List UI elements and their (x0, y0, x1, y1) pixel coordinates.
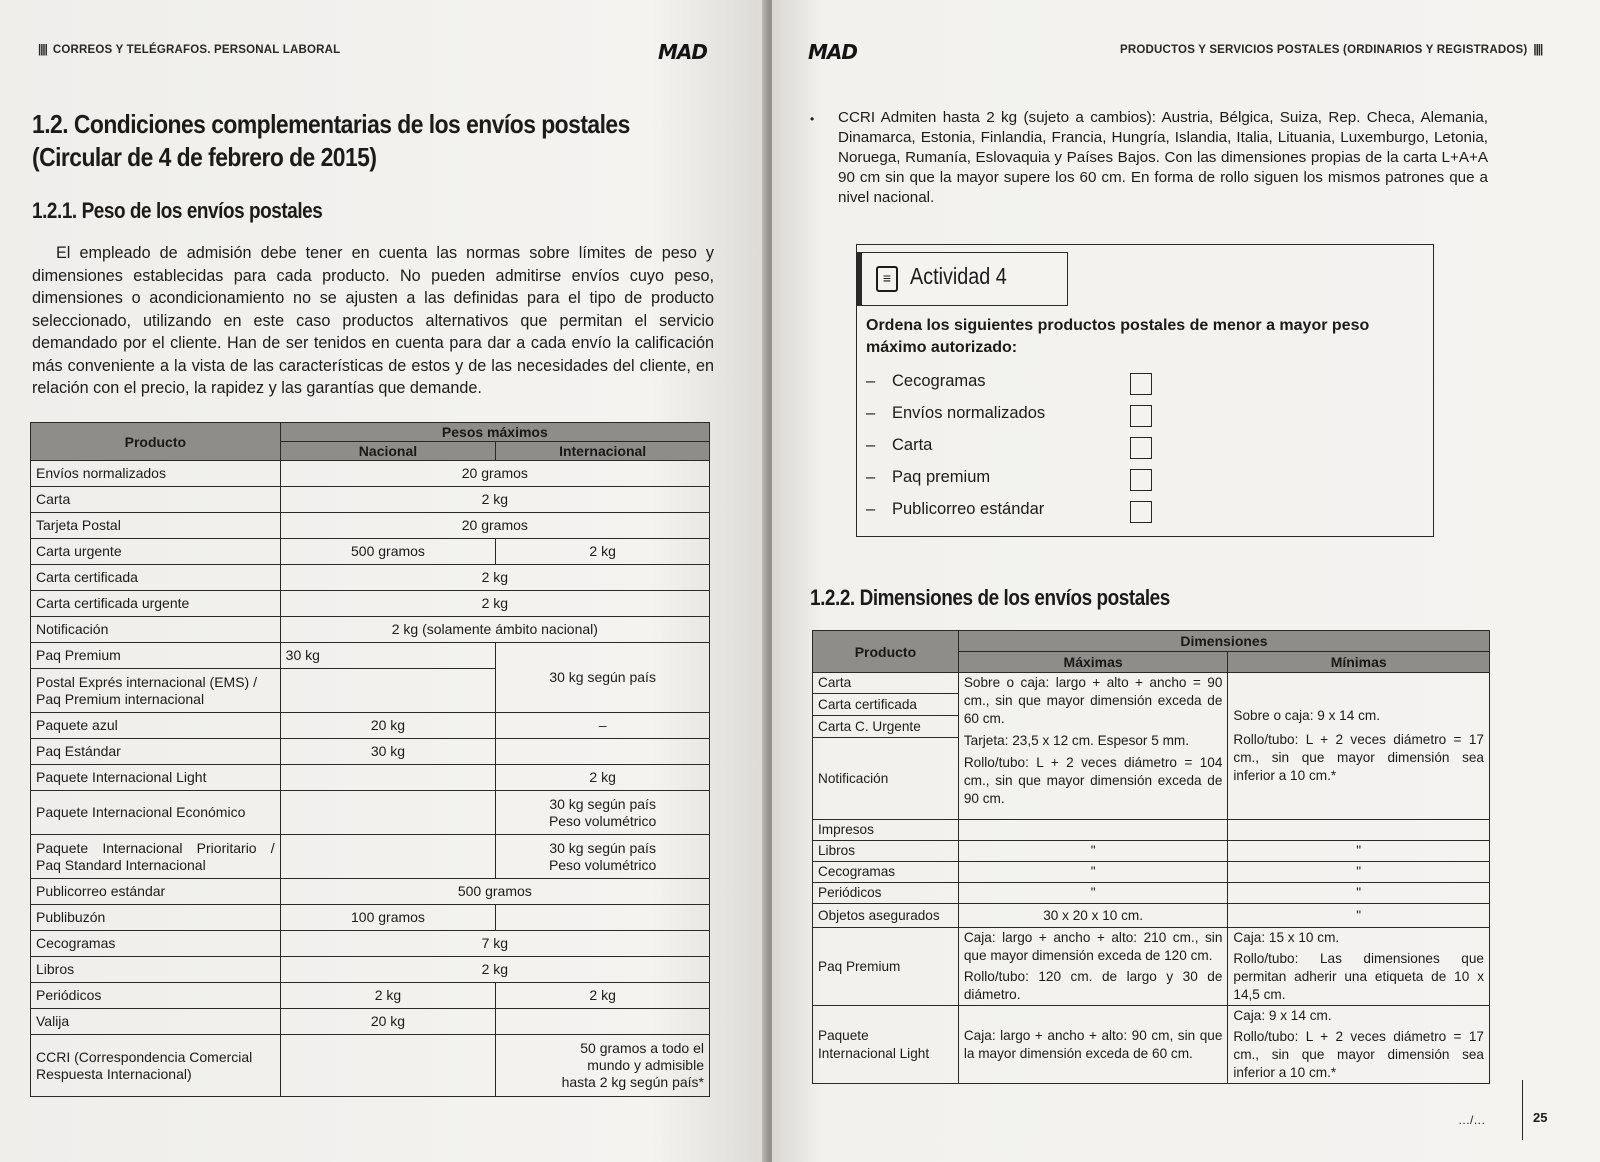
cell-maximas: " (958, 883, 1228, 904)
table-row (31, 591, 710, 617)
cell-producto: Notificación (31, 617, 281, 643)
cell-producto: Paq Estándar (31, 739, 281, 765)
running-header-left: |||| CORREOS Y TELÉGRAFOS. PERSONAL LABORAL (38, 44, 341, 56)
cell-minimas: " (1228, 883, 1490, 904)
table-row (813, 673, 1490, 694)
cell-nacional: 100 gramos (280, 905, 496, 931)
cell-producto: Paquete Internacional Light (813, 1006, 959, 1084)
header-bars-decoration: |||| (1533, 44, 1543, 56)
cell-maximas: Caja: largo + ancho + alto: 210 cm., sin que mayor dimensión exceda de 120 cm. Rollo/tubo: 120 cm. de largo y 30 de diámetro. (958, 928, 1228, 1006)
cell-maximas: " (958, 841, 1228, 862)
cell-producto: Paq Premium (813, 928, 959, 1006)
cell-internacional: 30 kg según país (496, 643, 710, 713)
cell-internacional: 2 kg (496, 765, 710, 791)
col-header-internacional: Internacional (496, 442, 710, 461)
cell-nacional (280, 765, 496, 791)
cell-maximas: Sobre o caja: largo + alto + ancho = 90 cm., sin que mayor dimensión exceda de 60 cm. Tarjeta: 23,5 x 12 cm. Espesor 5 mm. Rollo/tubo: L + 2 veces diámetro = 104 cm., sin que mayor dimensión exceda de 90 cm. (958, 673, 1228, 820)
answer-checkbox[interactable] (1130, 501, 1152, 523)
cell-producto: Carta (31, 487, 281, 513)
activity-title: Actividad 4 (910, 263, 1007, 289)
cell-producto: Paquete Internacional Prioritario / Paq Standard Internacional (31, 835, 281, 879)
cell-producto: Carta (813, 673, 959, 694)
subsection-title-weights: 1.2.1. Peso de los envíos postales (32, 198, 323, 223)
cell-peso: 20 gramos (280, 513, 709, 539)
cell-nacional (280, 669, 496, 713)
cell-nacional: 500 gramos (280, 539, 496, 565)
table-row (31, 617, 710, 643)
dimensions-table (812, 630, 1490, 1084)
table-row (31, 931, 710, 957)
cell-producto: Carta urgente (31, 539, 281, 565)
cell-peso: 2 kg (280, 957, 709, 983)
col-header-nacional: Nacional (280, 442, 496, 461)
cell-maximas (958, 820, 1228, 841)
table-row (31, 879, 710, 905)
cell-producto: Publibuzón (31, 905, 281, 931)
cell-internacional: 2 kg (496, 539, 710, 565)
left-page (0, 0, 768, 1162)
cell-peso: 7 kg (280, 931, 709, 957)
col-header-maximas: Máximas (958, 652, 1228, 673)
cell-minimas: Caja: 9 x 14 cm. Rollo/tubo: L + 2 veces diámetro = 17 cm., sin que mayor dimensión sea inferior a 10 cm.* (1228, 1006, 1490, 1084)
table-row (31, 487, 710, 513)
running-header-right: PRODUCTOS Y SERVICIOS POSTALES (ORDINARIOS Y REGISTRADOS) |||| (1120, 44, 1543, 56)
cell-minimas: Caja: 15 x 10 cm. Rollo/tubo: Las dimensiones que permitan adherir una etiqueta de 10 x 14,5 cm. (1228, 928, 1490, 1006)
cell-peso: 2 kg (solamente ámbito nacional) (280, 617, 709, 643)
cell-nacional: 30 kg (280, 739, 496, 765)
section-title: 1.2. Condiciones complementarias de los envíos postales (Circular de 4 de febrero de 2015) (32, 109, 630, 172)
cell-internacional (496, 905, 710, 931)
cell-producto: Notificación (813, 738, 959, 820)
cell-minimas: Sobre o caja: 9 x 14 cm. Rollo/tubo: L + 2 veces diámetro = 17 cm., sin que mayor dimensión sea inferior a 10 cm.* (1228, 673, 1490, 820)
subsection-title-dimensions: 1.2.2. Dimensiones de los envíos postales (810, 585, 1170, 610)
col-header-producto: Producto (813, 631, 959, 673)
cell-internacional (496, 739, 710, 765)
cell-producto: Periódicos (813, 883, 959, 904)
table-row (813, 904, 1490, 928)
activity-list (866, 372, 1166, 532)
page-number: 25 (1533, 1110, 1548, 1125)
table-row (31, 513, 710, 539)
cell-nacional (280, 835, 496, 879)
table-row (813, 928, 1490, 1006)
cell-producto: Envíos normalizados (31, 461, 281, 487)
bullet-icon: • (810, 112, 815, 126)
table-row (31, 539, 710, 565)
table-row (31, 835, 710, 879)
cell-minimas: " (1228, 841, 1490, 862)
activity-rule-bottom (856, 536, 1434, 537)
cell-internacional: – (496, 713, 710, 739)
table-row (813, 820, 1490, 841)
cell-nacional (280, 1035, 496, 1097)
list-item: – Envíos normalizados (866, 404, 1166, 436)
answer-checkbox[interactable] (1130, 437, 1152, 459)
page-number-rule (1522, 1080, 1523, 1140)
cell-internacional: 30 kg según país Peso volumétrico (496, 791, 710, 835)
cell-peso: 500 gramos (280, 879, 709, 905)
document-icon: ≡ (876, 266, 898, 292)
table-row (31, 713, 710, 739)
ccri-note: CCRI Admiten hasta 2 kg (sujeto a cambios): Austria, Bélgica, Suiza, Rep. Checa, Alemania, Dinamarca, Estonia, Finlandia, Francia, Hungría, Islandia, Italia, Lituania, Luxemburgo, Letonia, Noruega, Rumanía, Eslovaquia y Países Bajos. Con las dimensiones propias de la carta L+A+A 90 cm sin que la mayor supere los 60 cm. En forma de rollo siguen los mismos patrones que a nivel nacional. (838, 109, 1488, 206)
activity-question: Ordena los siguientes productos postales de menor a mayor peso máximo autorizado: (866, 317, 1370, 356)
table-row (31, 565, 710, 591)
table-row (31, 1009, 710, 1035)
cell-nacional: 30 kg (280, 643, 496, 669)
cell-minimas: " (1228, 904, 1490, 928)
table-row (31, 461, 710, 487)
answer-checkbox[interactable] (1130, 373, 1152, 395)
cell-internacional: 2 kg (496, 983, 710, 1009)
cell-nacional: 20 kg (280, 1009, 496, 1035)
cell-internacional: 30 kg según país Peso volumétrico (496, 835, 710, 879)
cell-producto: Periódicos (31, 983, 281, 1009)
cell-minimas (1228, 820, 1490, 841)
cell-nacional (280, 791, 496, 835)
table-row (31, 739, 710, 765)
cell-producto: Impresos (813, 820, 959, 841)
answer-checkbox[interactable] (1130, 405, 1152, 427)
cell-peso: 2 kg (280, 565, 709, 591)
cell-internacional (496, 1009, 710, 1035)
cell-producto: Libros (31, 957, 281, 983)
table-row (813, 883, 1490, 904)
list-item: – Publicorreo estándar (866, 500, 1166, 532)
col-header-dimensiones: Dimensiones (958, 631, 1489, 652)
cell-maximas: Caja: largo + ancho + alto: 90 cm, sin que la mayor dimensión exceda de 60 cm. (958, 1006, 1228, 1084)
cell-producto: Valija (31, 1009, 281, 1035)
cell-producto: Tarjeta Postal (31, 513, 281, 539)
cell-producto: CCRI (Correspondencia Comercial Respuesta Internacional) (31, 1035, 281, 1097)
cell-producto: Paquete azul (31, 713, 281, 739)
table-row (31, 1035, 710, 1097)
cell-producto: Libros (813, 841, 959, 862)
table-row (31, 791, 710, 835)
cell-producto: Paquete Internacional Light (31, 765, 281, 791)
cell-maximas: " (958, 862, 1228, 883)
cell-producto: Paq Premium (31, 643, 281, 669)
list-item: – Carta (866, 436, 1166, 468)
continued-marker: …/… (1458, 1113, 1486, 1127)
table-row (31, 983, 710, 1009)
table-row (813, 841, 1490, 862)
publisher-logo-right: MAD (808, 40, 857, 64)
cell-producto: Carta certificada (31, 565, 281, 591)
cell-maximas: 30 x 20 x 10 cm. (958, 904, 1228, 928)
weights-table (30, 422, 710, 1097)
table-row (31, 905, 710, 931)
table-row (813, 862, 1490, 883)
cell-producto: Carta C. Urgente (813, 716, 959, 738)
table-row (31, 957, 710, 983)
header-bars-decoration: |||| (38, 44, 47, 56)
cell-peso: 20 gramos (280, 461, 709, 487)
col-header-producto: Producto (31, 423, 281, 461)
cell-producto: Cecogramas (813, 862, 959, 883)
cell-producto: Postal Exprés internacional (EMS) / Paq Premium internacional (31, 669, 281, 713)
list-item: – Cecogramas (866, 372, 1166, 404)
table-row (31, 643, 710, 669)
intro-paragraph: El empleado de admisión debe tener en cuenta las normas sobre límites de peso y dimensiones establecidas para cada producto. No pueden admitirse envíos cuyo peso, dimensiones o acondicionamiento no se ajusten a las definidas para el tipo de producto seleccionado, utilizando en este caso productos alternativos que permitan el servicio demandado por el cliente. Han de ser tenidos en cuenta para dar a cada envío la calificación más conveniente a la vista de las características de estos y de las necesidades del cliente, en relación con el precio, la rapidez y las garantías que demande. (32, 244, 714, 397)
list-item: – Paq premium (866, 468, 1166, 500)
table-row (31, 765, 710, 791)
cell-minimas: " (1228, 862, 1490, 883)
cell-peso: 2 kg (280, 591, 709, 617)
cell-producto: Objetos asegurados (813, 904, 959, 928)
cell-producto: Paquete Internacional Económico (31, 791, 281, 835)
cell-producto: Carta certificada (813, 694, 959, 716)
table-row (813, 1006, 1490, 1084)
cell-peso: 2 kg (280, 487, 709, 513)
cell-producto: Publicorreo estándar (31, 879, 281, 905)
cell-nacional: 2 kg (280, 983, 496, 1009)
cell-producto: Cecogramas (31, 931, 281, 957)
activity-title-box (856, 252, 1068, 306)
cell-nacional: 20 kg (280, 713, 496, 739)
col-header-pesos: Pesos máximos (280, 423, 709, 442)
publisher-logo: MAD (658, 40, 707, 64)
col-header-minimas: Mínimas (1228, 652, 1490, 673)
answer-checkbox[interactable] (1130, 469, 1152, 491)
cell-producto: Carta certificada urgente (31, 591, 281, 617)
cell-internacional: 50 gramos a todo el mundo y admisible hasta 2 kg según país* (496, 1035, 710, 1097)
